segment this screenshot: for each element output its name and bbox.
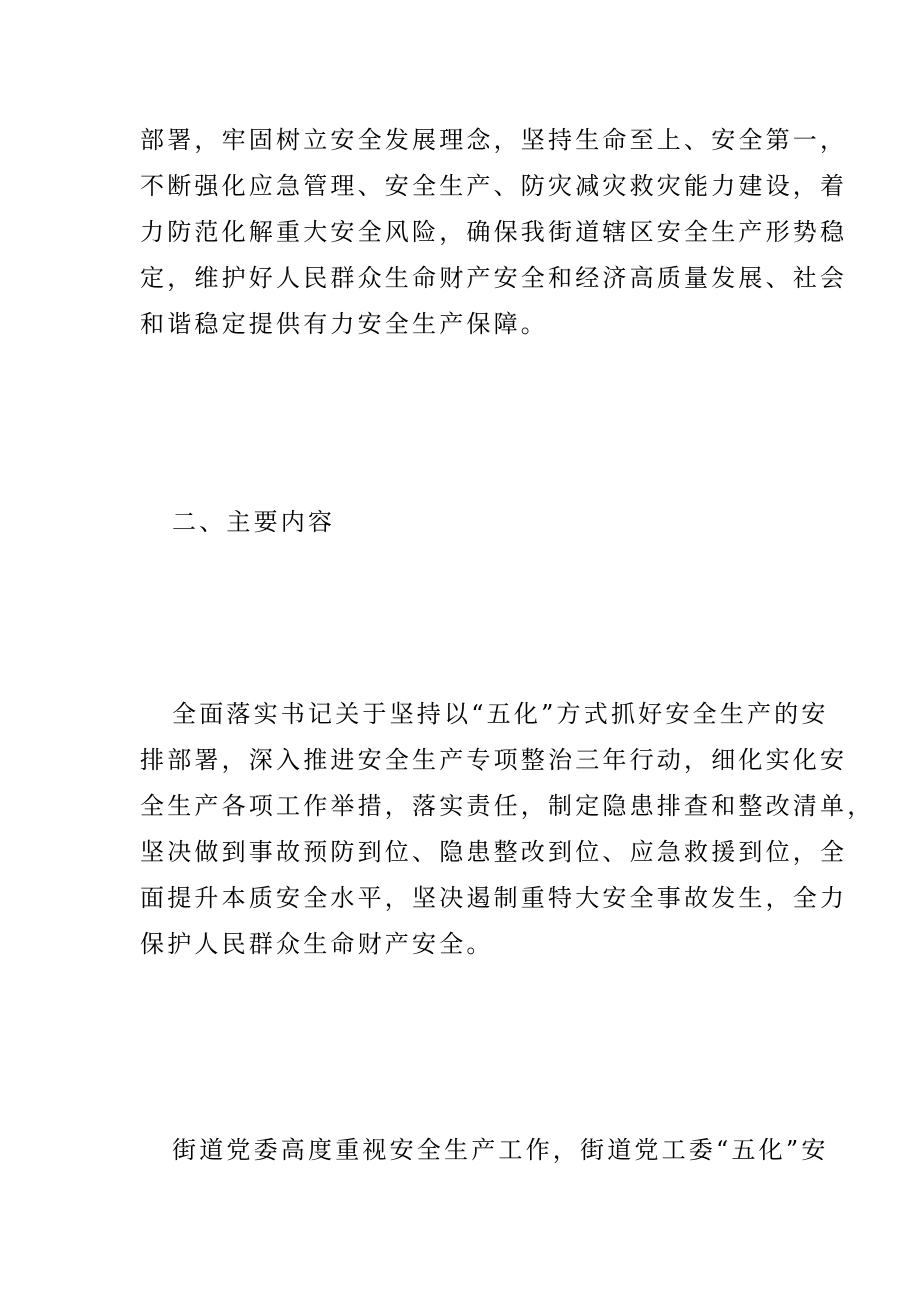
paragraph-line: 不断强化应急管理、安全生产、防灾减灾救灾能力建设，着 <box>140 172 848 200</box>
paragraph-line: 街道党委高度重视安全生产工作，街道党工委“五化”安 <box>172 1136 829 1164</box>
paragraph-line: 力防范化解重大安全风险，确保我街道辖区安全生产形势稳 <box>140 218 848 246</box>
paragraph-line: 面提升本质安全水平，坚决遏制重特大安全事故发生，全力 <box>140 884 848 912</box>
paragraph-line: 保护人民群众生命财产安全。 <box>140 930 494 958</box>
paragraph-line: 部署，牢固树立安全发展理念，坚持生命至上、安全第一， <box>140 126 848 154</box>
paragraph-line: 坚决做到事故预防到位、隐患整改到位、应急救援到位，全 <box>140 838 848 866</box>
paragraph-line: 全面落实书记关于坚持以“五化”方式抓好安全生产的安 <box>172 700 829 728</box>
paragraph-line: 和谐稳定提供有力安全生产保障。 <box>140 310 548 338</box>
section-heading: 二、主要内容 <box>172 508 336 536</box>
paragraph-line: 定，维护好人民群众生命财产安全和经济高质量发展、社会 <box>140 264 848 292</box>
paragraph-line: 全生产各项工作举措，落实责任，制定隐患排查和整改清单， <box>140 792 875 820</box>
paragraph-line: 排部署，深入推进安全生产专项整治三年行动，细化实化安 <box>140 746 848 774</box>
